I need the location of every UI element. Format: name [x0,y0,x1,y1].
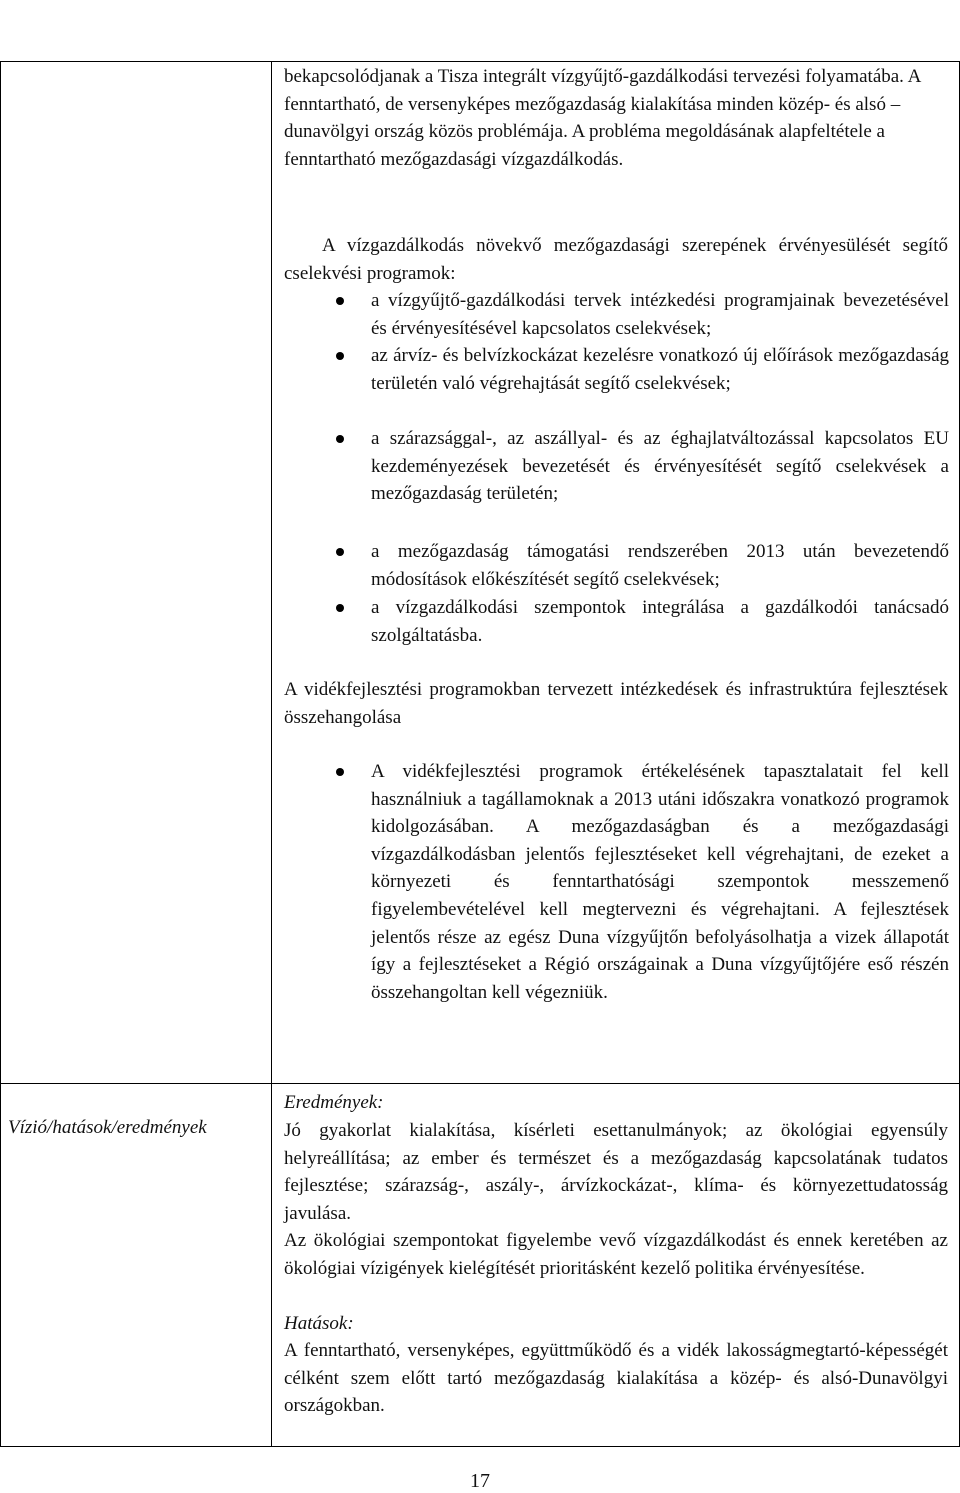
impacts-text: A fenntartható, versenyképes, együttműködő és a vidék lakosságmegtartó-képességét célként szem előtt tartó mezőgazdaság kialakítása a közép- és alsó-Dunavölgyi országokban. [284,1340,948,1417]
document-header-title: EDRS – Magyarország II. hozzájárulás tervezete [284,1,676,23]
results-text-1: Jó gyakorlat kialakítása, kísérleti esettanulmányok; az ökológiai egyensúly helyreállítása; az ember és természet és a mezőgazdaság kapcsolatának tudatos fejlesztése; szárazság-, aszály-, árvízkockázat-, klíma- és környezettudatosság javulása. [284,1120,948,1224]
rural-heading: A vidékfejlesztési programokban tervezett intézkedések és infrastruktúra fejlesztések összehangolása [284,679,948,728]
document-header-date: 2010. április. 30. [412,28,548,50]
actions-intro: A vízgazdálkodás növekvő mezőgazdasági szerepének érvényesülését segítő cselekvési programok: [284,235,948,284]
list-item: a szárazsággal-, az aszállyal- és az éghajlatváltozással kapcsolatos EU kezdeményezések bevezetését és érvényesítését segítő cselekvések a mezőgazdaság területén; [371,428,949,505]
list-item: a mezőgazdaság támogatási rendszerében 2013 után bevezetendő módosítások előkészítését segítő cselekvések; [371,541,949,590]
table-column-divider [271,61,272,1446]
bullet-dot [336,435,344,443]
page-number: 17 [470,1470,490,1492]
intro-paragraph: bekapcsolódjanak a Tisza integrált vízgyűjtő-gazdálkodási tervezési folyamatába. A fenntartható, de versenyképes mezőgazdaság kialakítása minden közép- és alsó – dunavölgyi ország közös problémája. A probléma megoldásának alapfeltétele a fenntartható mezőgazdasági vízgazdálkodás. [284,66,921,170]
bullet-dot [336,604,344,612]
row-label-vision: Vízió/hatások/eredmények [8,1117,207,1138]
bullet-dot [336,548,344,556]
list-item: a vízgyűjtő-gazdálkodási tervek intézkedési programjainak bevezetésével és érvényesítésével kapcsolatos cselekvések; [371,290,949,339]
bullet-dot [336,297,344,305]
table-row-divider [0,1083,959,1084]
results-label: Eredmények: [284,1092,384,1113]
impacts-label: Hatások: [284,1313,354,1334]
list-item: az árvíz- és belvízkockázat kezelésre vonatkozó új előírások mezőgazdaság területén való végrehajtását segítő cselekvések; [371,345,949,394]
results-text-2: Az ökológiai szempontokat figyelembe vevő vízgazdálkodást és ennek keretében az ökológiai vízigények kielégítését prioritásként kezelő politika érvényesítése. [284,1230,948,1279]
bullet-dot [336,768,344,776]
bullet-dot [336,352,344,360]
list-item: A vidékfejlesztési programok értékelésének tapasztalatait fel kell használniuk a tagállamoknak a 2013 utáni időszakra vonatkozó programok kidolgozásában. A mezőgazdaságban és a mezőgazdasági vízgazdálkodásban jelentős fejlesztéseket kell végrehajtani, de ezeket a környezeti és fenntarthatósági szempontok messzemenő figyelembevételével kell megtervezni és végrehajtani. A fejlesztések jelentős része az egész Duna vízgyűjtőn befolyásolhatja a vizek állapotát így a fejlesztéseket a Régió országainak a Duna vízgyűjtőjére eső részén összehangoltan kell végezniük. [371,761,949,1003]
list-item: a vízgazdálkodási szempontok integrálása a gazdálkodói tanácsadó szolgáltatásba. [371,597,949,646]
